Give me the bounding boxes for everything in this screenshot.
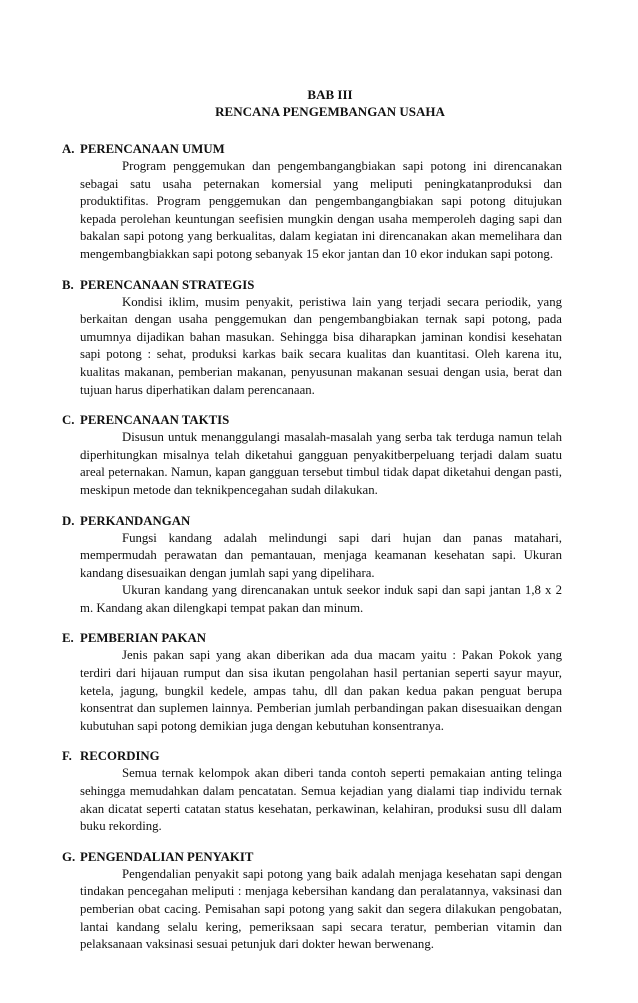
section-body <box>62 866 562 954</box>
section-letter: E. <box>62 631 74 646</box>
section-title: PEMBERIAN PAKAN <box>80 631 206 646</box>
section-body <box>62 294 562 400</box>
section-title: PERKANDANGAN <box>80 513 191 528</box>
section-perkandangan <box>62 513 562 618</box>
section-recording <box>62 748 562 835</box>
section-letter: C. <box>62 413 75 428</box>
chapter-title: RENCANA PENGEMBANGAN USAHA <box>215 104 445 119</box>
section-letter: G. <box>62 849 76 864</box>
section-letter: F. <box>62 749 72 764</box>
section-paragraph: Semua ternak kelompok akan diberi tanda contoh seperti pemakaian anting telinga sehingga memudahkan dalam pencatatan. Semua kejadian yang dialami tiap individu ternak akan dicatat seperti catatan status kesehatan, perkawinan, kelahiran, produksi susu dll dalam buku rekording. <box>80 766 562 834</box>
chapter-heading <box>98 86 562 120</box>
section-body <box>62 647 562 735</box>
section-pengendalian-penyakit <box>62 849 562 954</box>
section-paragraph: Disusun untuk menanggulangi masalah-masalah yang serba tak terduga namun telah diperhitungkan misalnya telah diketahui gangguan penyakitberpeluang terjadi dalam suatu areal peternakan. Namun, kapan gangguan tersebut timbul tidak dapat diketahui dengan pasti, meskipun metode dan teknikpencegahan sudah dilakukan. <box>80 430 562 497</box>
section-paragraph: Kondisi iklim, musim penyakit, peristiwa lain yang terjadi secara periodik, yang berkaitan dengan usaha penggemukan dan pengembangbiakan ternak sapi potong, pada umumnya dijadikan bahan masukan. Sehingga bisa diharapkan jaminan kondisi kesehatan sapi potong : sehat, produksi karkas baik secara kualitas dan kuantitasi. Oleh karena itu, kualitas makanan, pemberian makanan, penyusunan makanan sesuai dengan usia, berat dan tujuan harus diperhatikan dalam perencanaan. <box>80 294 562 397</box>
section-perencanaan-umum <box>62 141 562 264</box>
section-perencanaan-taktis <box>62 412 562 499</box>
section-heading <box>62 141 562 158</box>
section-title: PERENCANAAN TAKTIS <box>80 413 230 428</box>
section-paragraph: Jenis pakan sapi yang akan diberikan ada dua macam yaitu : Pakan Pokok yang terdiri dari hijauan rumput dan sisa ikutan pengolahan hasil pertanian seperti sayur mayur, ketela, jagung, bungkil kedele, ampas tahu, dll dan pakan kedua pakan penguat berupa konsentrat dan suplemen lainnya. Pemberian jumlah perbandingan pakan disesuaikan dengan kubutuhan sapi potong demikian juga dengan kebutuhan konsentranya. <box>80 648 562 733</box>
section-body <box>62 429 562 499</box>
section-title: RECORDING <box>80 749 160 764</box>
section-title: PERENCANAAN UMUM <box>80 142 225 156</box>
section-heading <box>62 412 562 429</box>
section-heading <box>62 277 562 294</box>
section-heading <box>62 513 562 530</box>
section-body <box>62 765 562 835</box>
section-letter: A. <box>62 142 75 156</box>
section-paragraph: Program penggemukan dan pengembangangbiakan sapi potong ini direncanakan sebagai satu usaha peternakan komersial yang meliputi peningkatanproduksi dan produktifitas. Program penggemukan dan pengembangangbiakan sapi potong ditujukan kepada perolehan keuntungan seefisien mungkin dengan usaha memperoleh daging sapi dan bakalan sapi potong yang berkualitas, dalam kegiatan ini direncanakan akan memelihara dan mengembangbiakkan sapi potong sebanyak 15 ekor jantan dan 10 ekor indukan sapi potong. <box>80 159 562 261</box>
section-pemberian-pakan <box>62 630 562 735</box>
section-perencanaan-strategis <box>62 277 562 400</box>
section-letter: D. <box>62 513 75 528</box>
section-letter: B. <box>62 277 74 292</box>
section-title: PENGENDALIAN PENYAKIT <box>80 849 254 864</box>
section-title: PERENCANAAN STRATEGIS <box>80 277 255 292</box>
section-paragraph: Ukuran kandang yang direncanakan untuk seekor induk sapi dan sapi jantan 1,8 x 2 m. Kandang akan dilengkapi tempat pakan dan minum. <box>80 583 562 615</box>
section-heading <box>62 748 562 765</box>
section-heading <box>62 630 562 647</box>
section-paragraph: Fungsi kandang adalah melindungi sapi dari hujan dan panas matahari, mempermudah perawatan dan pemantauan, menjaga keamanan kesehatan sapi. Ukuran kandang disesuaikan dengan jumlah sapi yang dipelihara. <box>80 530 562 580</box>
section-body <box>62 530 562 618</box>
section-body <box>62 158 562 264</box>
chapter-number: BAB III <box>307 87 353 102</box>
section-paragraph: Pengendalian penyakit sapi potong yang baik adalah menjaga kesehatan sapi dengan tindakan pencegahan meliputi : menjaga kebersihan kandang dan peralatannya, vaksinasi dan pemberian obat cacing. Pemisahan sapi potong yang sakit dan segera dilakukan pengobatan, lantai kandang selalu kering, pemeriksaan sapi secara teratur, pemberian vitamin dan pelaksanaan vaksinasi sesuai petunjuk dari dokter hewan berwenang. <box>80 866 562 952</box>
section-heading <box>62 849 562 866</box>
